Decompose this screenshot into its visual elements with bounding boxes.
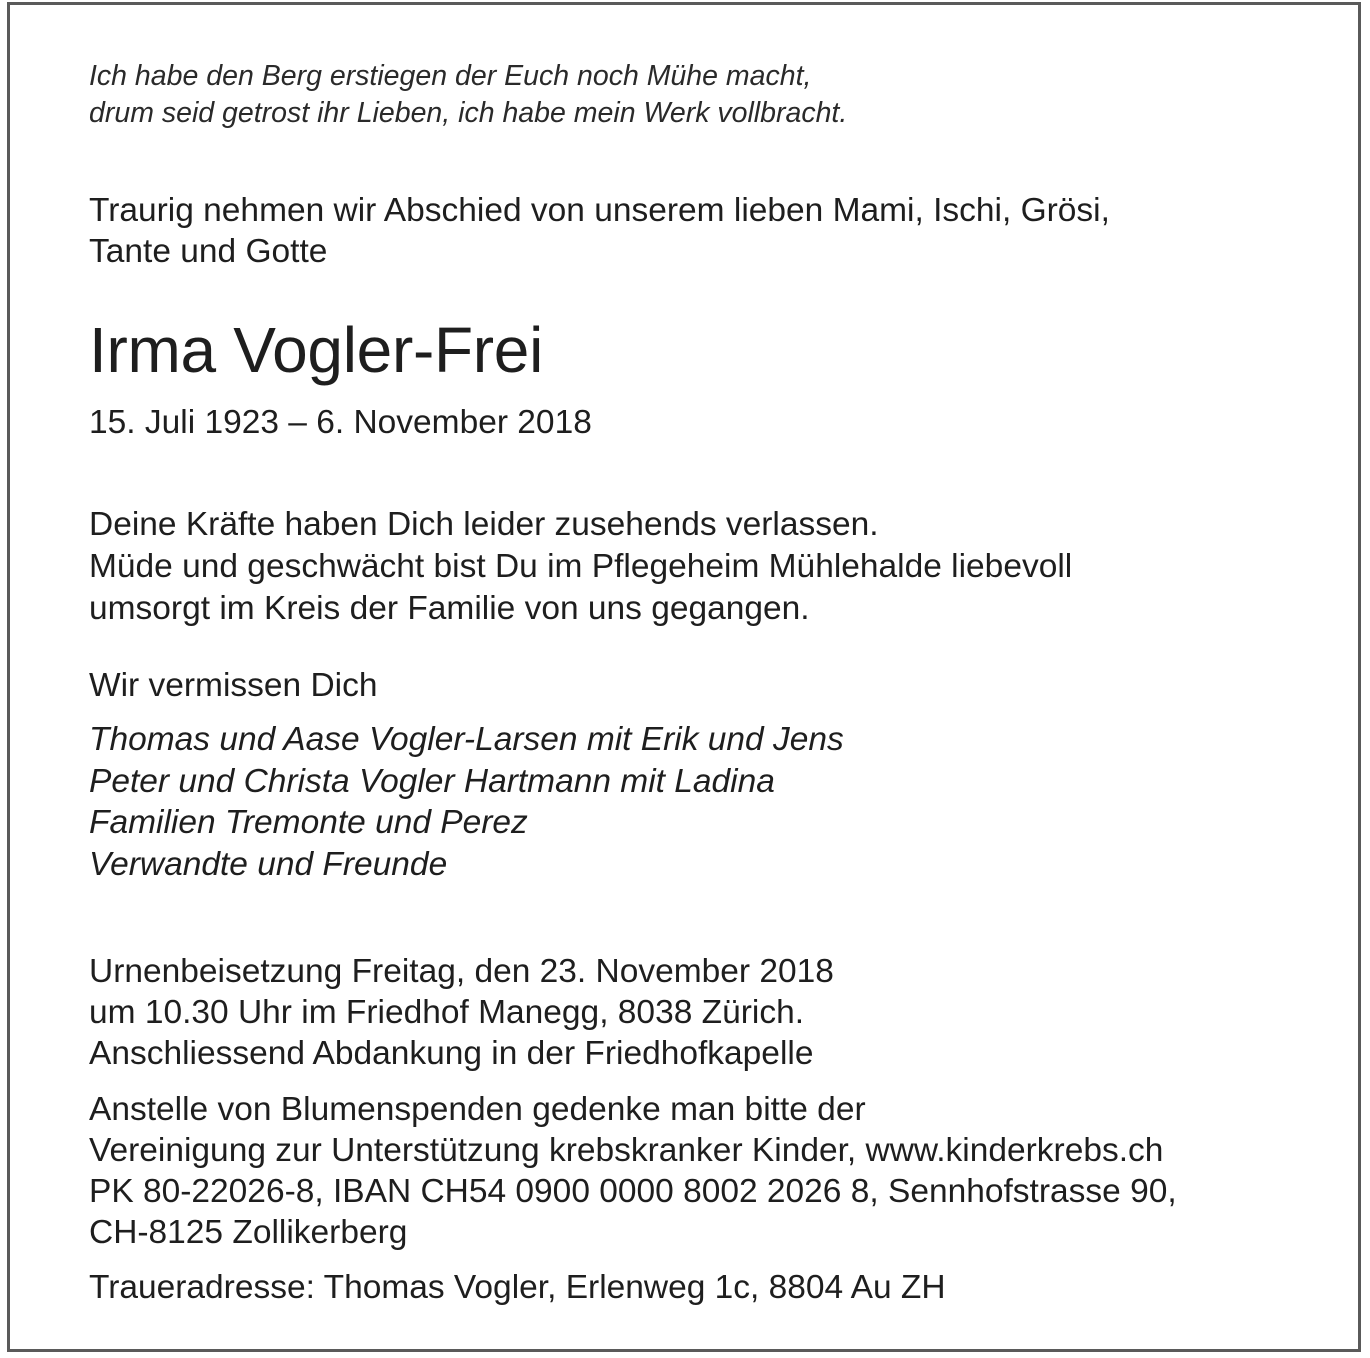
- mourner-entry: Familien Tremonte und Perez: [89, 804, 528, 841]
- motto-verse: [89, 58, 847, 132]
- funeral-line: um 10.30 Uhr im Friedhof Manegg, 8038 Zürich.: [89, 994, 805, 1031]
- mourner-entry: Thomas und Aase Vogler-Larsen mit Erik und Jens: [89, 721, 844, 758]
- miss-you-line: Wir vermissen Dich: [89, 667, 378, 704]
- motto-line: drum seid getrost ihr Lieben, ich habe mein Werk vollbracht.: [89, 97, 848, 129]
- donation-line: Vereinigung zur Unterstützung krebskranker Kinder, www.kinderkrebs.ch: [89, 1132, 1164, 1169]
- deceased-name: Irma Vogler-Frei: [89, 314, 543, 386]
- mourner-entry: Peter und Christa Vogler Hartmann mit Ladina: [89, 762, 775, 800]
- funeral-line: Urnenbeisetzung Freitag, den 23. November 2018: [89, 953, 834, 990]
- mourner-entry: Verwandte und Freunde: [89, 845, 448, 883]
- farewell-line: umsorgt im Kreis der Familie von uns gegangen.: [89, 590, 810, 627]
- donation-info: [89, 1089, 1177, 1253]
- donation-line: Anstelle von Blumenspenden gedenke man bitte der: [89, 1091, 866, 1128]
- intro-line: Traurig nehmen wir Abschied von unserem lieben Mami, Ischi, Grösi,: [89, 192, 1110, 229]
- funeral-line: Anschliessend Abdankung in der Friedhofkapelle: [89, 1035, 814, 1072]
- donation-line: PK 80-22026-8, IBAN CH54 0900 0000 8002 2026 8, Sennhofstrasse 90,: [89, 1173, 1177, 1210]
- funeral-info: [89, 951, 834, 1074]
- donation-line: CH-8125 Zollikerberg: [89, 1214, 408, 1251]
- mourners-list: [89, 719, 844, 885]
- mourning-address: Traueradresse: Thomas Vogler, Erlenweg 1c, 8804 Au ZH: [89, 1269, 946, 1306]
- motto-line: Ich habe den Berg erstiegen der Euch noch Mühe macht,: [89, 60, 812, 92]
- farewell-line: Müde und geschwächt bist Du im Pflegeheim Mühlehalde liebevoll: [89, 548, 1073, 585]
- intro-text: [89, 190, 1110, 272]
- farewell-text: [89, 504, 1072, 630]
- farewell-line: Deine Kräfte haben Dich leider zusehends verlassen.: [89, 506, 879, 543]
- intro-line: Tante und Gotte: [89, 233, 328, 270]
- life-dates: 15. Juli 1923 – 6. November 2018: [89, 404, 592, 441]
